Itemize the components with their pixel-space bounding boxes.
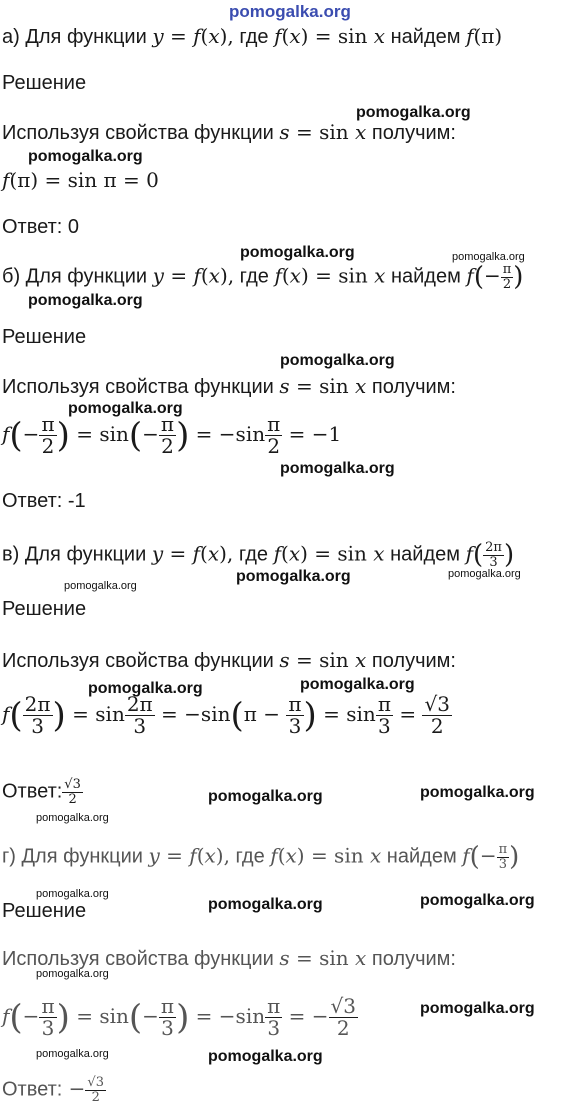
watermark: pomogalka.org: [420, 892, 535, 909]
task-g: г) Для функции y = f(x), где f(x) = sin x найдем f(− $\frac{\pi}{3}$ ): [2, 841, 520, 872]
watermark: pomogalka.org: [208, 788, 323, 805]
using-text-v: Используя свойства функции s = sin x получим:: [2, 648, 456, 672]
watermark: pomogalka.org: [36, 888, 109, 900]
watermark: pomogalka.org: [356, 104, 471, 121]
watermark: pomogalka.org: [68, 400, 183, 417]
equation-g: f(− $\frac{\pi}{3}$ ) = sin(− $\frac{\pi}{3}$ ) = −sin $\frac{\pi}{3}$ = − $\frac{√3}{2}$: [2, 994, 356, 1040]
watermark: pomogalka.org: [28, 292, 143, 309]
watermark: pomogalka.org: [240, 244, 355, 261]
equation-b: f(− $\frac{\pi}{2}$ ) = sin(− $\frac{\pi}{2}$ ) = −sin $\frac{\pi}{2}$ = −1: [2, 412, 342, 458]
watermark: pomogalka.org: [300, 676, 415, 693]
solution-heading-b: Решение: [2, 326, 87, 348]
answer-label: Ответ:: [2, 780, 63, 803]
equation-v: f( $\frac{2\pi}{3}$ ) = sin $\frac{2\pi}{3}$ = −sin(π − $\frac{\pi}{3}$ ) = sin $\frac{\pi}{3}$ = $\frac{√3}{2}$: [2, 692, 450, 738]
watermark: pomogalka.org: [236, 568, 351, 585]
watermark: pomogalka.org: [420, 1000, 535, 1017]
equation-a: f(π) = sin π = 0: [2, 168, 159, 192]
watermark: pomogalka.org: [280, 352, 395, 369]
answer-b: Ответ: -1: [2, 490, 86, 512]
watermark-top: pomogalka.org: [229, 2, 351, 21]
solution-heading-v: Решение: [2, 598, 87, 620]
watermark: pomogalka.org: [420, 784, 535, 801]
solution-heading-g: Решение: [2, 900, 87, 922]
task-v: в) Для функции y = f(x), где f(x) = sin x найдем f( $\frac{2\pi}{3}$ ): [2, 539, 515, 570]
watermark: pomogalka.org: [448, 568, 521, 580]
watermark: pomogalka.org: [208, 1048, 323, 1065]
watermark: pomogalka.org: [36, 812, 109, 824]
answer-g: Ответ: − $\frac{√3}{2}$: [2, 1075, 104, 1105]
using-text-g: Используя свойства функции s = sin x получим:: [2, 946, 456, 970]
task-a: а) Для функции y = f(x), где f(x) = sin x найдем f(π): [2, 24, 503, 48]
answer-v: Ответ: $\frac{√3}{2}$: [2, 777, 81, 807]
watermark: pomogalka.org: [36, 1048, 109, 1060]
using-text-a: Используя свойства функции s = sin x получим:: [2, 120, 456, 144]
watermark: pomogalka.org: [88, 680, 203, 697]
answer-a: Ответ: 0: [2, 216, 79, 238]
watermark: pomogalka.org: [64, 580, 137, 592]
task-b: б) Для функции y = f(x), где f(x) = sin x найдем f(− $\frac{\pi}{2}$ ): [2, 261, 524, 292]
watermark: pomogalka.org: [208, 896, 323, 913]
watermark: pomogalka.org: [452, 251, 525, 263]
watermark: pomogalka.org: [28, 148, 143, 165]
watermark: pomogalka.org: [36, 968, 109, 980]
using-text-b: Используя свойства функции s = sin x получим:: [2, 374, 456, 398]
answer-label: Ответ:: [2, 1078, 63, 1101]
solution-heading-a: Решение: [2, 72, 87, 94]
watermark: pomogalka.org: [280, 460, 395, 477]
